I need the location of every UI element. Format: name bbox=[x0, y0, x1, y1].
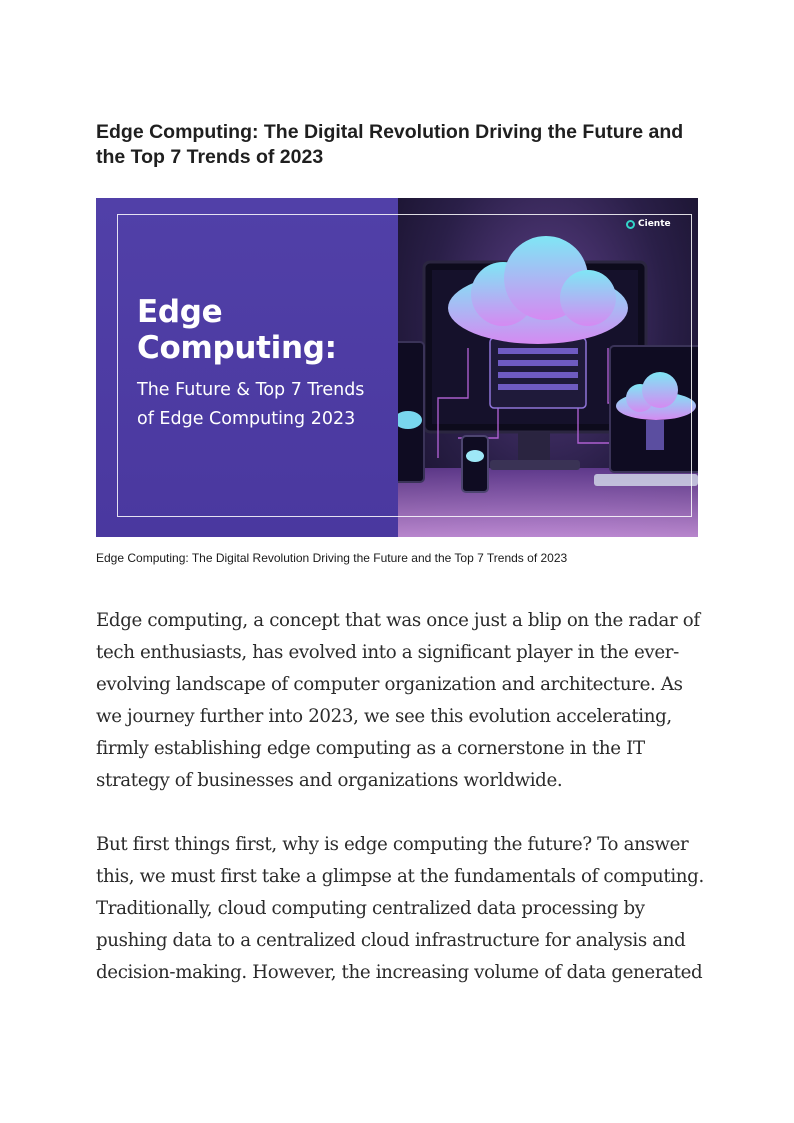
paragraph-intro: Edge computing, a concept that was once just a blip on the radar of tech enthusiasts, has evolved into a significant player in the ever-evolving landscape of computer organization and architecture. As we journey further into 2023, we see this evolution accelerating, firmly establishing edge computing as a cornerstone in the IT strategy of businesses and organizations worldwide. bbox=[96, 610, 700, 791]
paragraph-why-edge: But first things first, why is edge computing the future? To answer this, we must first take a glimpse at the fundamentals of computing. Traditionally, cloud computing centralized data processing by pushing data to a centralized cloud infrastructure for analysis and decision-making. However, the increasing volume of data generated bbox=[96, 834, 704, 983]
hero-heading bbox=[137, 294, 397, 366]
hero-banner-image bbox=[96, 198, 698, 537]
page-title: Edge Computing: The Digital Revolution Driving the Future and the Top 7 Trends of 2023 bbox=[96, 121, 684, 168]
hero-subheading-line2: of Edge Computing 2023 bbox=[137, 409, 356, 429]
hero-text-block bbox=[137, 294, 397, 434]
brand-name: Ciente bbox=[638, 219, 671, 229]
image-caption: Edge Computing: The Digital Revolution Driving the Future and the Top 7 Trends of 2023 bbox=[96, 551, 568, 565]
hero-subheading-line1: The Future & Top 7 Trends bbox=[137, 380, 365, 400]
hero-heading-line2: Computing: bbox=[137, 330, 337, 366]
brand-logo-icon bbox=[626, 220, 635, 229]
hero-heading-line1: Edge bbox=[137, 294, 223, 330]
brand-logo bbox=[626, 219, 671, 229]
hero-subheading bbox=[137, 376, 397, 434]
